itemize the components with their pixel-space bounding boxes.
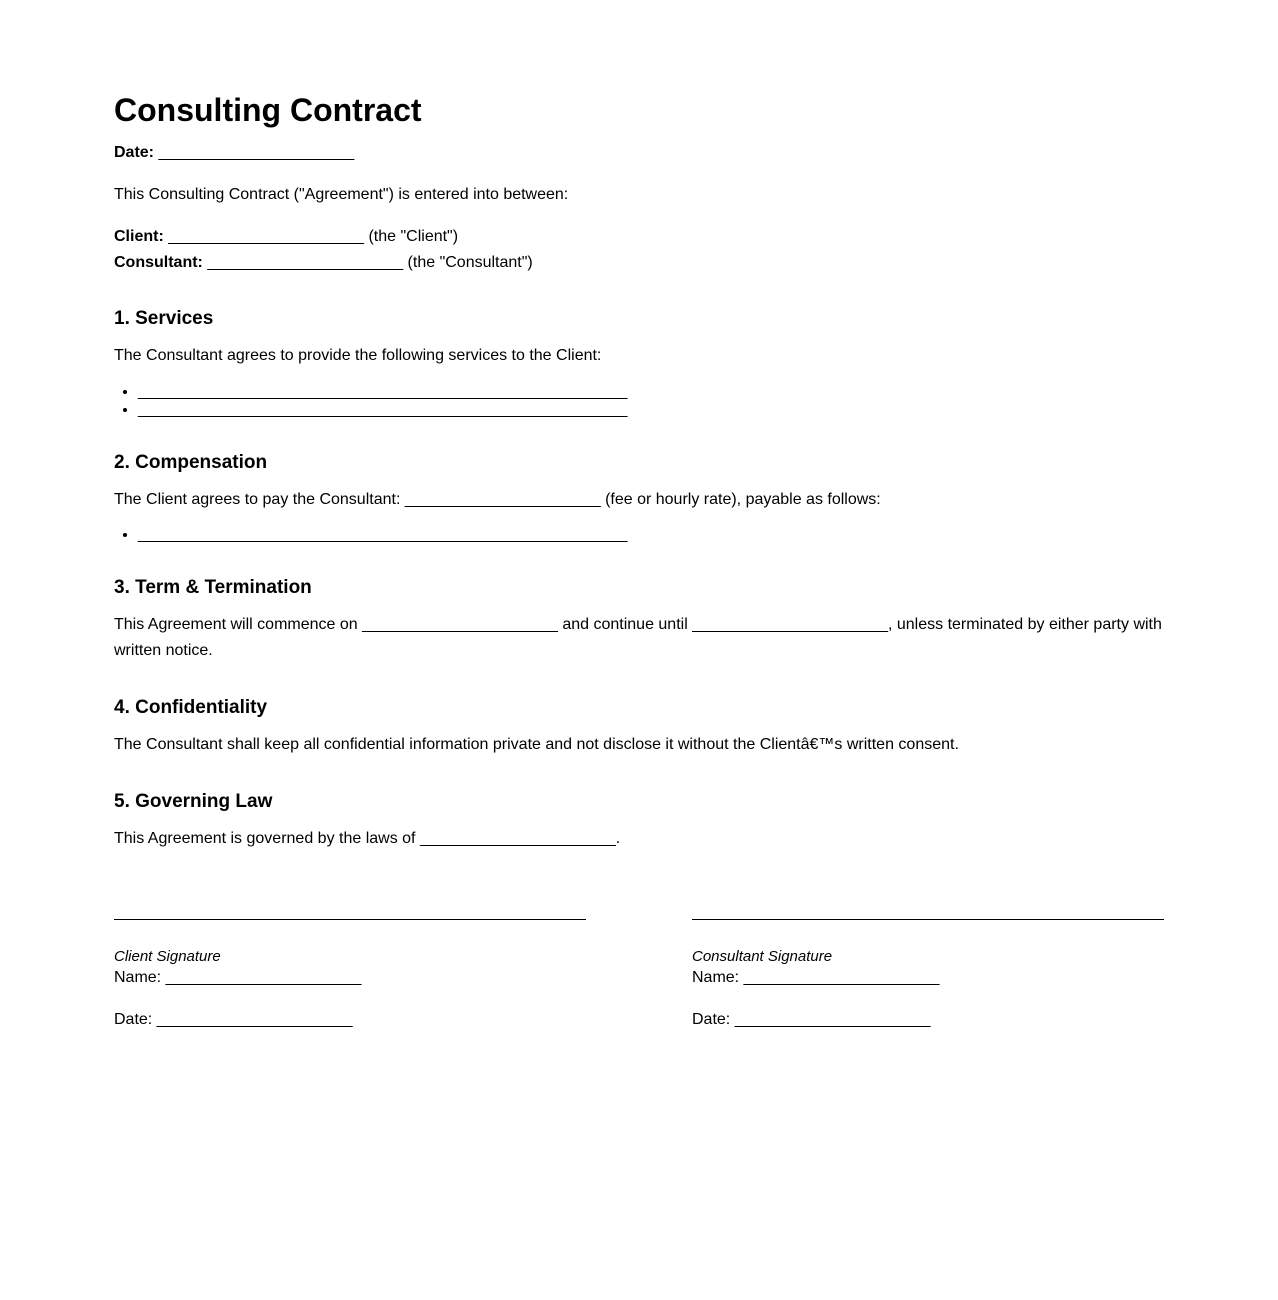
- section-term-termination: [114, 576, 1166, 663]
- section-text: The Consultant agrees to provide the following services to the Client:: [114, 347, 602, 364]
- list-item[interactable]: [138, 526, 1166, 544]
- consultant-label: Consultant:: [114, 254, 203, 271]
- section-services: [114, 307, 1166, 419]
- date-field: [114, 1010, 586, 1030]
- consultant-party-line: [114, 250, 1166, 276]
- section-text: The Consultant shall keep all confidential information private and not disclose it without the Clientâ€™s written consent.: [114, 736, 959, 753]
- date-field: [692, 1010, 1164, 1030]
- name-blank[interactable]: ______________________: [165, 969, 362, 986]
- date-label: Date:: [692, 1011, 731, 1028]
- name-label: Name:: [114, 969, 162, 986]
- end-date-blank[interactable]: ______________________: [692, 616, 888, 633]
- compensation-text-before: The Client agrees to pay the Consultant:: [114, 490, 401, 508]
- section-text: [114, 487, 1166, 513]
- section-heading: 5. Governing Law: [114, 790, 273, 812]
- jurisdiction-blank[interactable]: ______________________: [419, 829, 616, 847]
- section-confidentiality: [114, 696, 1166, 758]
- section-heading: 3. Term & Termination: [114, 577, 312, 598]
- term-text-part3: , unless terminated by either party with written notice.: [114, 616, 1162, 659]
- client-party-line: [114, 224, 1166, 250]
- date-blank[interactable]: ______________________: [156, 1011, 353, 1028]
- service-blank[interactable]: _______________________________________________________: [138, 382, 628, 400]
- law-text-after: .: [615, 829, 621, 847]
- client-signature: [114, 919, 586, 1030]
- page-title: Consulting Contract: [114, 92, 422, 128]
- consultant-blank[interactable]: ______________________: [207, 254, 404, 271]
- section-heading: 1. Services: [114, 308, 214, 329]
- date-field: [114, 141, 1166, 165]
- services-list: [114, 383, 1166, 419]
- section-governing-law: [114, 790, 1166, 852]
- section-text: [114, 612, 1166, 663]
- signature-block: [114, 919, 1164, 1030]
- compensation-text-after: (fee or hourly rate), payable as follows:: [605, 490, 881, 508]
- list-item[interactable]: [138, 401, 1166, 419]
- name-field: [114, 968, 586, 988]
- section-text: [114, 826, 1166, 852]
- date-blank[interactable]: ______________________: [734, 1011, 931, 1028]
- client-suffix: (the "Client"): [368, 228, 459, 245]
- client-label: Client:: [114, 228, 164, 245]
- name-label: Name:: [692, 969, 740, 986]
- section-heading: 4. Confidentiality: [114, 697, 268, 718]
- payment-list: [114, 526, 1166, 544]
- parties-block: [114, 224, 1166, 276]
- name-field: [692, 968, 1164, 988]
- signature-line[interactable]: [114, 919, 586, 920]
- list-item[interactable]: [138, 383, 1166, 401]
- section-compensation: [114, 451, 1166, 545]
- payment-blank[interactable]: _______________________________________________________: [138, 526, 628, 543]
- start-date-blank[interactable]: ______________________: [362, 616, 558, 633]
- client-blank[interactable]: ______________________: [168, 228, 364, 245]
- service-blank[interactable]: _______________________________________________________: [138, 400, 628, 418]
- date-blank[interactable]: ______________________: [158, 144, 355, 161]
- name-blank[interactable]: ______________________: [743, 969, 940, 986]
- signature-label: Client Signature: [114, 948, 221, 965]
- law-text-before: This Agreement is governed by the laws of: [114, 829, 416, 847]
- term-text-part2: and continue until: [562, 616, 688, 633]
- date-label: Date:: [114, 144, 155, 161]
- signature-line[interactable]: [692, 919, 1164, 920]
- intro-paragraph: This Consulting Contract ("Agreement") is entered into between:: [114, 186, 569, 203]
- signature-label: Consultant Signature: [692, 948, 833, 965]
- consultant-suffix: (the "Consultant"): [407, 254, 533, 271]
- contract-document: [114, 86, 1166, 1030]
- fee-blank[interactable]: ______________________: [404, 490, 601, 508]
- section-heading: 2. Compensation: [114, 451, 268, 473]
- date-label: Date:: [114, 1011, 153, 1028]
- consultant-signature: [692, 919, 1164, 1030]
- term-text-part1: This Agreement will commence on: [114, 616, 358, 633]
